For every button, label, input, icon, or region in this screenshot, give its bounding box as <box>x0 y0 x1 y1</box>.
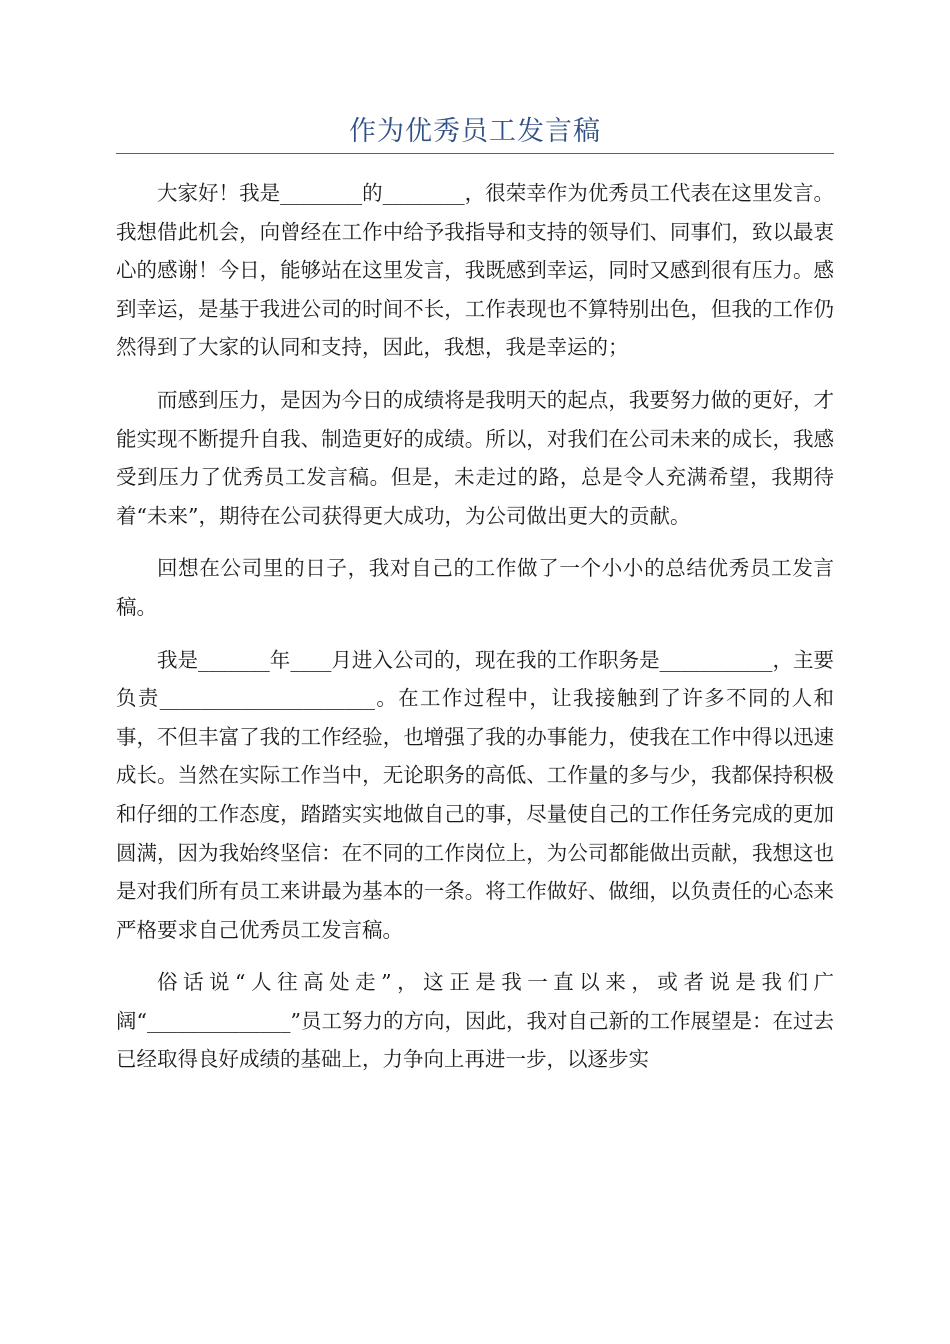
paragraph-5: 俗话说“人往高处走”，这正是我一直以来，或者说是我们广阔“______________”员工努力的方向，因此，我对自己新的工作展望是：在过去已经取得良好成绩的基础上，力争向上再进一步，以逐步实 <box>116 970 834 1072</box>
document-body <box>116 174 834 1079</box>
paragraph-1: 大家好！我是________的________，很荣幸作为优秀员工代表在这里发言。我想借此机会，向曾经在工作中给予我指导和支持的领导们、同事们，致以最衷心的感谢！今日，能够站在这里发言，我既感到幸运，同时又感到很有压力。感到幸运，是基于我进公司的时间不长，工作表现也不算特别出色，但我的工作仍然得到了大家的认同和支持，因此，我想，我是幸运的； <box>116 181 834 360</box>
paragraph-2: 而感到压力，是因为今日的成绩将是我明天的起点，我要努力做的更好，才能实现不断提升自我、制造更好的成绩。所以，对我们在公司未来的成长，我感受到压力了优秀员工发言稿。但是，未走过的路，总是令人充满希望，我期待着“未来”，期待在公司获得更大成功，为公司做出更大的贡献。 <box>116 387 834 528</box>
paragraph-4: 我是_______年____月进入公司的，现在我的工作职务是___________，主要负责_____________________。在工作过程中，让我接触到了许多不同的人和事，不但丰富了我的工作经验，也增强了我的办事能力，使我在工作中得以迅速成长。当然在实际工作当中，无论职务的高低、工作量的多与少，我都保持积极和仔细的工作态度，踏踏实实地做自己的事，尽量使自己的工作任务完成的更加圆满，因为我始终坚信：在不同的工作岗位上，为公司都能做出贡献，我想这也是对我们所有员工来讲最为基本的一条。将工作做好、做细，以负责任的心态来严格要求自己优秀员工发言稿。 <box>116 647 834 942</box>
document-title: 作为优秀员工发言稿 <box>349 116 601 147</box>
title-divider <box>116 153 834 154</box>
paragraph-3: 回想在公司里的日子，我对自己的工作做了一个小小的总结优秀员工发言稿。 <box>116 556 834 619</box>
